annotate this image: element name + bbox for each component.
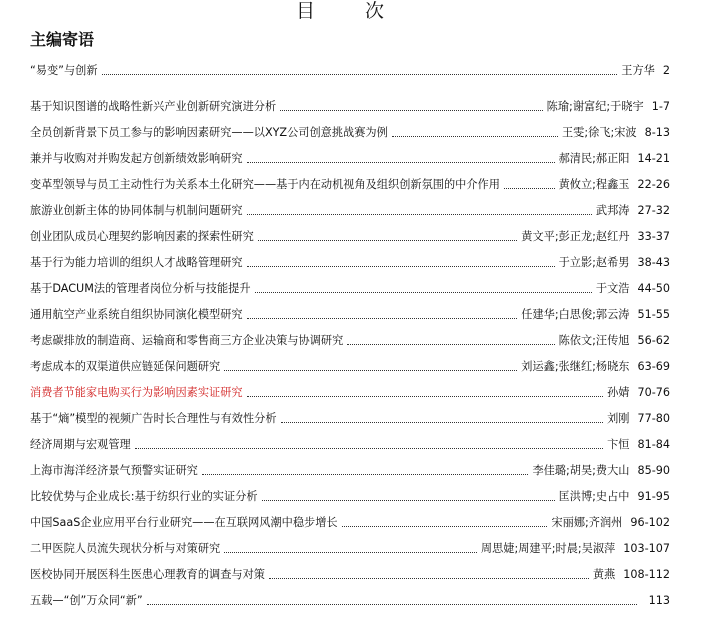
toc-entry-pages: 2 [662, 64, 670, 77]
dot-leader [504, 188, 555, 189]
toc-entry-title: 全员创新背景下员工参与的影响因素研究——以XYZ公司创意挑战赛为例 [30, 126, 388, 139]
toc-entry-author: 黄燕 [592, 568, 616, 581]
toc-entry-author: 武邦涛 [595, 204, 630, 217]
toc-entry[interactable] [30, 60, 670, 78]
toc-entry-pages: 56-62 [637, 334, 670, 347]
toc-entry-title: 经济周期与宏观管理 [30, 438, 131, 451]
dot-leader [247, 318, 518, 319]
toc-entry-pages: 81-84 [637, 438, 670, 451]
toc-entry-title: 通用航空产业系统自组织协同演化模型研究 [30, 308, 243, 321]
toc-entry-author: 郝清民;郝正阳 [558, 152, 630, 165]
toc-entry-pages: 8-13 [644, 126, 670, 139]
toc-entry[interactable] [30, 382, 670, 400]
dot-leader [135, 448, 603, 449]
toc-entry[interactable] [30, 356, 670, 374]
toc-entry-pages: 22-26 [637, 178, 670, 191]
toc-entry-title: 中国SaaS企业应用平台行业研究——在互联网风潮中稳步增长 [30, 516, 338, 529]
toc-entry-title: 考虑碳排放的制造商、运输商和零售商三方企业决策与协调研究 [30, 334, 344, 347]
toc-entry[interactable] [30, 174, 670, 192]
toc-entry-title: 考虑成本的双渠道供应链延保问题研究 [30, 360, 221, 373]
toc-entry-pages: 108-112 [623, 568, 670, 581]
toc-entry-author: 刘刚 [607, 412, 630, 425]
toc-entry-pages: 70-76 [637, 386, 670, 399]
toc-entry-author: 黄攸立;程鑫玉 [558, 178, 630, 191]
toc-entry-author: 任建华;白思俊;郭云涛 [521, 308, 630, 321]
dot-leader [247, 266, 555, 267]
toc-entry-author: 陈依文;汪传旭 [558, 334, 630, 347]
toc-entry-author: 陈瑜;谢富纪;于晓宇 [546, 100, 644, 113]
toc-entry[interactable] [30, 278, 670, 296]
toc-entry-pages: 51-55 [637, 308, 670, 321]
dot-leader [247, 214, 592, 215]
dot-leader [224, 552, 477, 553]
toc-entry-pages: 63-69 [637, 360, 670, 373]
toc-entry-author: 于文浩 [595, 282, 630, 295]
dot-leader [281, 422, 604, 423]
toc-entry-pages: 96-102 [630, 516, 670, 529]
toc-entry[interactable] [30, 486, 670, 504]
dot-leader [280, 110, 543, 111]
toc-entry-title: 基于行为能力培训的组织人才战略管理研究 [30, 256, 243, 269]
toc-entry-title: 医校协同开展医科生医患心理教育的调查与对策 [30, 568, 265, 581]
toc-entry-author: 黄文平;彭正龙;赵红丹 [521, 230, 630, 243]
toc-entry-pages: 44-50 [637, 282, 670, 295]
toc-entry[interactable] [30, 590, 670, 608]
toc-entry-pages: 1-7 [651, 100, 670, 113]
dot-leader [102, 74, 618, 75]
toc-entry-pages: 85-90 [637, 464, 670, 477]
table-of-contents [30, 0, 670, 623]
toc-entry-pages: 33-37 [637, 230, 670, 243]
toc-entry[interactable] [30, 122, 670, 140]
toc-entry-title: 五载—“创”万众同“新” [30, 594, 143, 607]
toc-entry-title: 创业团队成员心理契约影响因素的探索性研究 [30, 230, 254, 243]
toc-entry-pages: 14-21 [637, 152, 670, 165]
toc-entry-pages: 113 [648, 594, 670, 607]
dot-leader [342, 526, 548, 527]
toc-entry-title: 消费者节能家电购买行为影响因素实证研究 [30, 386, 243, 399]
toc-entry-title: 比较优势与企业成长:基于纺织行业的实证分析 [30, 490, 258, 503]
toc-entry[interactable] [30, 330, 670, 348]
toc-entry-author: 孙婧 [607, 386, 630, 399]
toc-entry-title: 二甲医院人员流失现状分析与对策研究 [30, 542, 221, 555]
toc-entry[interactable] [30, 96, 670, 114]
toc-entry[interactable] [30, 564, 670, 582]
toc-entry[interactable] [30, 538, 670, 556]
toc-entry-title: 旅游业创新主体的协同体制与机制问题研究 [30, 204, 243, 217]
toc-entry[interactable] [30, 434, 670, 452]
dot-leader [269, 578, 589, 579]
toc-entry-title: 基于知识图谱的战略性新兴产业创新研究演进分析 [30, 100, 277, 113]
dot-leader [392, 136, 558, 137]
toc-entry-title: 兼并与收购对并购发起方创新绩效影响研究 [30, 152, 243, 165]
dot-leader [255, 292, 592, 293]
toc-entry-pages: 77-80 [637, 412, 670, 425]
toc-entry[interactable] [30, 226, 670, 244]
section-heading: 主编寄语 [30, 30, 95, 49]
page-title: 目 次 [295, 0, 407, 22]
toc-entry[interactable] [30, 512, 670, 530]
toc-entry-pages: 91-95 [637, 490, 670, 503]
dot-leader [347, 344, 554, 345]
toc-entry-author: 周思婕;周建平;时晨;吴淑萍 [480, 542, 616, 555]
dot-leader [147, 604, 637, 605]
toc-entry-author: 宋丽娜;齐润州 [551, 516, 623, 529]
dot-leader [202, 474, 529, 475]
toc-entry-title: 基于DACUM法的管理者岗位分析与技能提升 [30, 282, 251, 295]
dot-leader [224, 370, 517, 371]
toc-entry-pages: 27-32 [637, 204, 670, 217]
toc-entry-author: 匡洪博;史占中 [558, 490, 630, 503]
toc-entry-pages: 103-107 [623, 542, 670, 555]
toc-entry-title: 基于“熵”模型的视频广告时长合理性与有效性分析 [30, 412, 277, 425]
toc-entry-title: 上海市海洋经济景气预警实证研究 [30, 464, 198, 477]
toc-entry[interactable] [30, 408, 670, 426]
toc-entry[interactable] [30, 252, 670, 270]
toc-entry-author: 王方华 [621, 64, 655, 77]
toc-entry-pages: 38-43 [637, 256, 670, 269]
toc-entry-author: 于立影;赵希男 [558, 256, 630, 269]
toc-entry-author: 刘运鑫;张继红;杨晓东 [521, 360, 630, 373]
toc-entry-title: 变革型领导与员工主动性行为关系本土化研究——基于内在动机视角及组织创新氛围的中介作用 [30, 178, 500, 191]
toc-entry[interactable] [30, 304, 670, 322]
toc-entry-title: “易变”与创新 [30, 64, 98, 77]
dot-leader [247, 162, 555, 163]
toc-entry[interactable] [30, 148, 670, 166]
toc-entry-author: 李佳璐;胡昊;费大山 [532, 464, 630, 477]
toc-entry[interactable] [30, 200, 670, 218]
dot-leader [262, 500, 555, 501]
toc-entry[interactable] [30, 460, 670, 478]
toc-entry-author: 卞恒 [607, 438, 630, 451]
toc-entry-author: 王雯;徐飞;宋波 [561, 126, 637, 139]
dot-leader [247, 396, 604, 397]
dot-leader [258, 240, 517, 241]
